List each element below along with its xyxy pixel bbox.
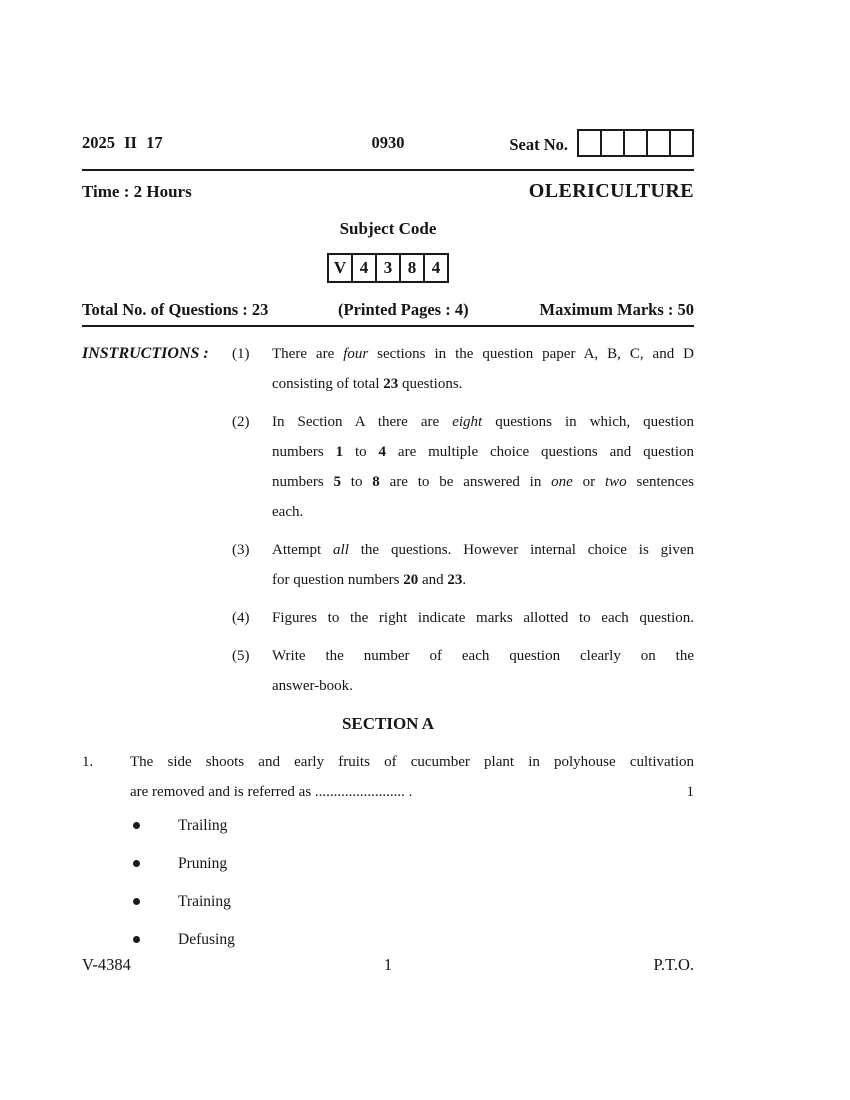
instruction-number: (5): [232, 648, 250, 664]
option-item: [133, 814, 694, 837]
seat-box-cell: [577, 129, 602, 157]
instruction-number: (3): [232, 542, 250, 558]
instruction-text: [272, 535, 694, 595]
text-line: [272, 497, 694, 527]
section-a-heading: SECTION A: [341, 714, 435, 733]
text-segment: There are: [272, 346, 344, 362]
text-line: [272, 339, 694, 369]
text-line: [272, 467, 694, 497]
time-label: Time : 2 Hours: [82, 182, 192, 201]
text-segment: are removed and is referred as ........................ .: [130, 784, 413, 800]
text-segment: to: [343, 444, 379, 460]
text-segment: consisting of total: [272, 376, 384, 392]
instruction-text: [272, 603, 694, 633]
option-item: [133, 928, 694, 951]
text-segment: and: [418, 572, 448, 588]
instructions-label: [82, 603, 232, 633]
subject-code-cell: 4: [425, 253, 449, 283]
subject-code-cell: 4: [353, 253, 377, 283]
seat-box-cell: [648, 129, 671, 157]
text-segment: Write the number of each question clearly on the: [272, 648, 694, 664]
text-segment: numbers: [272, 444, 336, 460]
instruction-text: [272, 339, 694, 399]
question-1: [82, 747, 694, 807]
option-label: Training: [178, 893, 231, 910]
text-segment: the questions. However internal choice is given: [348, 542, 694, 558]
instruction-number: (4): [232, 610, 250, 626]
printed-pages-label: (Printed Pages : 4): [338, 300, 469, 319]
text-line: [272, 671, 694, 701]
bullet-icon: [133, 936, 140, 943]
text-line: [130, 747, 694, 777]
text-segment: or: [572, 474, 605, 490]
question-marks: 1: [686, 784, 694, 800]
instruction-item: [82, 407, 694, 527]
text-line: [130, 777, 694, 807]
text-segment: one: [551, 474, 573, 490]
bullet-icon: [133, 860, 140, 867]
text-segment: eight: [452, 414, 483, 430]
text-line: [272, 565, 694, 595]
instruction-number: (1): [232, 346, 250, 362]
text-segment: four: [343, 346, 369, 362]
instructions-label: [82, 641, 232, 701]
text-segment: .: [462, 572, 467, 588]
question-text: [130, 747, 694, 807]
question-lines: [130, 747, 694, 807]
header-divider-line: [82, 169, 694, 171]
text-line: [272, 369, 694, 399]
seat-box-cell: [671, 129, 694, 157]
bullet-icon: [133, 822, 140, 829]
text-segment: 20: [403, 572, 419, 588]
option-label: Pruning: [178, 855, 228, 872]
page-footer: [82, 955, 694, 977]
text-segment: 4: [378, 444, 387, 460]
subject-code-label: Subject Code: [339, 219, 437, 238]
instruction-text: [272, 641, 694, 701]
totals-row: [82, 300, 694, 322]
text-segment: two: [604, 474, 627, 490]
subject-code-cell: V: [327, 253, 353, 283]
instruction-number: (2): [232, 414, 250, 430]
text-segment: 8: [372, 474, 380, 490]
text-segment: questions in which, question: [482, 414, 694, 430]
main-body: [82, 339, 694, 966]
seat-number-boxes: [577, 129, 694, 157]
text-segment: sections in the question paper A, B, C, and D: [368, 346, 694, 362]
instruction-text: [272, 407, 694, 527]
text-segment: questions.: [398, 376, 463, 392]
instructions-block: [82, 339, 694, 701]
option-label: Trailing: [178, 817, 228, 834]
text-segment: 1: [335, 444, 344, 460]
text-segment: numbers: [272, 474, 334, 490]
option-item: [133, 852, 694, 875]
text-segment: In Section A there are: [272, 414, 453, 430]
text-segment: to: [340, 474, 373, 490]
maximum-marks-label: Maximum Marks : 50: [539, 300, 694, 319]
page-content: [82, 0, 694, 1100]
text-line: [272, 603, 694, 633]
text-line: [272, 641, 694, 671]
header-row: [82, 129, 694, 159]
totals-divider-line: [82, 325, 694, 327]
text-segment: The side shoots and early fruits of cucumber plant in polyhouse cultivation: [130, 754, 694, 770]
paper-code: V-4384: [82, 955, 131, 974]
total-questions-label: Total No. of Questions : 23: [82, 300, 269, 319]
text-segment: answer-book.: [272, 678, 353, 694]
text-segment: all: [333, 542, 349, 558]
text-segment: Attempt: [272, 542, 334, 558]
instructions-label: INSTRUCTIONS :: [82, 345, 209, 362]
instruction-item: [82, 603, 694, 633]
seat-number-group: [509, 129, 694, 157]
subject-code-boxes: [82, 253, 694, 283]
text-line: [272, 535, 694, 565]
text-line: [272, 437, 694, 467]
text-line: [272, 407, 694, 437]
text-segment: 23: [383, 376, 399, 392]
option-label: Defusing: [178, 931, 235, 948]
text-segment: are to be answered in: [379, 474, 552, 490]
option-item: [133, 890, 694, 913]
text-segment: sentences: [626, 474, 694, 490]
text-segment: are multiple choice questions and question: [386, 444, 694, 460]
text-segment: for question numbers: [272, 572, 404, 588]
subject-code-cell: 3: [377, 253, 401, 283]
subject-code-cell: 8: [401, 253, 425, 283]
text-segment: each.: [272, 504, 304, 520]
instruction-item: [82, 339, 694, 399]
seat-box-cell: [625, 129, 648, 157]
instructions-label: [82, 535, 232, 595]
question-number: 1.: [82, 754, 94, 770]
bullet-icon: [133, 898, 140, 905]
page-number: 1: [383, 955, 393, 974]
paper-title: OLERICULTURE: [528, 180, 694, 202]
exam-date: 2025 II 17: [82, 133, 163, 152]
text-segment: Figures to the right indicate marks allotted to each question.: [272, 610, 694, 626]
instruction-item: [82, 641, 694, 701]
pto-label: P.T.O.: [653, 955, 694, 974]
text-segment: 23: [447, 572, 463, 588]
session-code: 0930: [371, 133, 405, 152]
text-segment: 5: [333, 474, 341, 490]
seat-no-label: Seat No.: [509, 134, 568, 154]
instructions-label: [82, 407, 232, 527]
instruction-item: [82, 535, 694, 595]
question-options: [133, 814, 694, 951]
seat-box-cell: [602, 129, 625, 157]
